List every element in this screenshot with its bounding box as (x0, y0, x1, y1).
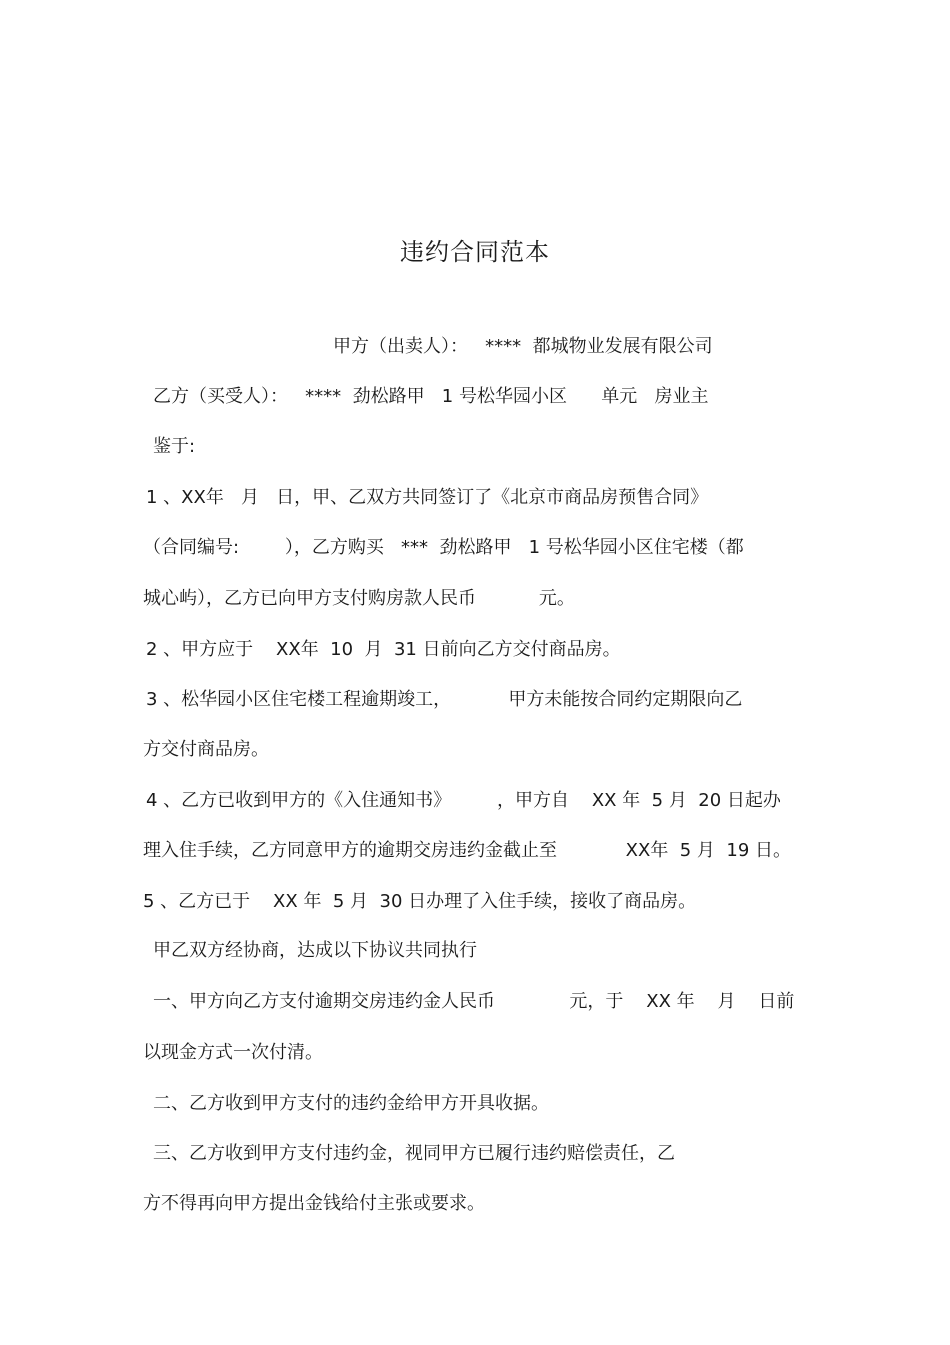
party-a-line: 甲方（出卖人）： **** 都城物业发展有限公司 (333, 336, 713, 357)
clause-3-line-2: 方交付商品房。 (143, 739, 269, 760)
clause-1-line-3: 城心屿），乙方已向甲方支付购房款人民币 元。 (143, 588, 575, 609)
article-3-line-2: 方不得再向甲方提出金钱给付主张或要求。 (143, 1193, 485, 1214)
clause-1-line-1: 1 、XX年 月 日，甲、乙双方共同签订了《北京市商品房预售合同》 (146, 487, 709, 508)
clause-1-line-2: （合同编号: ），乙方购买 *** 劲松路甲 1 号松华园小区住宅楼（都 (143, 537, 744, 558)
article-1-line-2: 以现金方式一次付清。 (143, 1042, 323, 1063)
clause-4-line-1: 4 、乙方已收到甲方的《入住通知书》 ，甲方自 XX 年 5 月 20 日起办 (146, 790, 781, 811)
agreement-intro: 甲乙双方经协商，达成以下协议共同执行 (153, 940, 477, 961)
clause-3-line-1: 3 、松华园小区住宅楼工程逾期竣工， 甲方未能按合同约定期限向乙 (146, 689, 743, 710)
article-1-line-1: 一、甲方向乙方支付逾期交房违约金人民币 元，于 XX 年 月 日前 (153, 991, 795, 1012)
article-3-line-1: 三、乙方收到甲方支付违约金，视同甲方已履行违约赔偿责任，乙 (153, 1143, 675, 1164)
document-title: 违约合同范本 (400, 238, 550, 266)
article-2-line: 二、乙方收到甲方支付的违约金给甲方开具收据。 (153, 1093, 549, 1114)
clause-5-line: 5 、乙方已于 XX 年 5 月 30 日办理了入住手续，接收了商品房。 (143, 891, 697, 912)
clause-2-line: 2 、甲方应于 XX年 10 月 31 日前向乙方交付商品房。 (146, 639, 621, 660)
clause-4-line-2: 理入住手续，乙方同意甲方的逾期交房违约金截止至 XX年 5 月 19 日。 (143, 840, 792, 861)
party-b-line: 乙方（买受人）： **** 劲松路甲 1 号松华园小区 单元 房业主 (153, 386, 709, 407)
whereas-heading: 鉴于: (153, 436, 196, 457)
